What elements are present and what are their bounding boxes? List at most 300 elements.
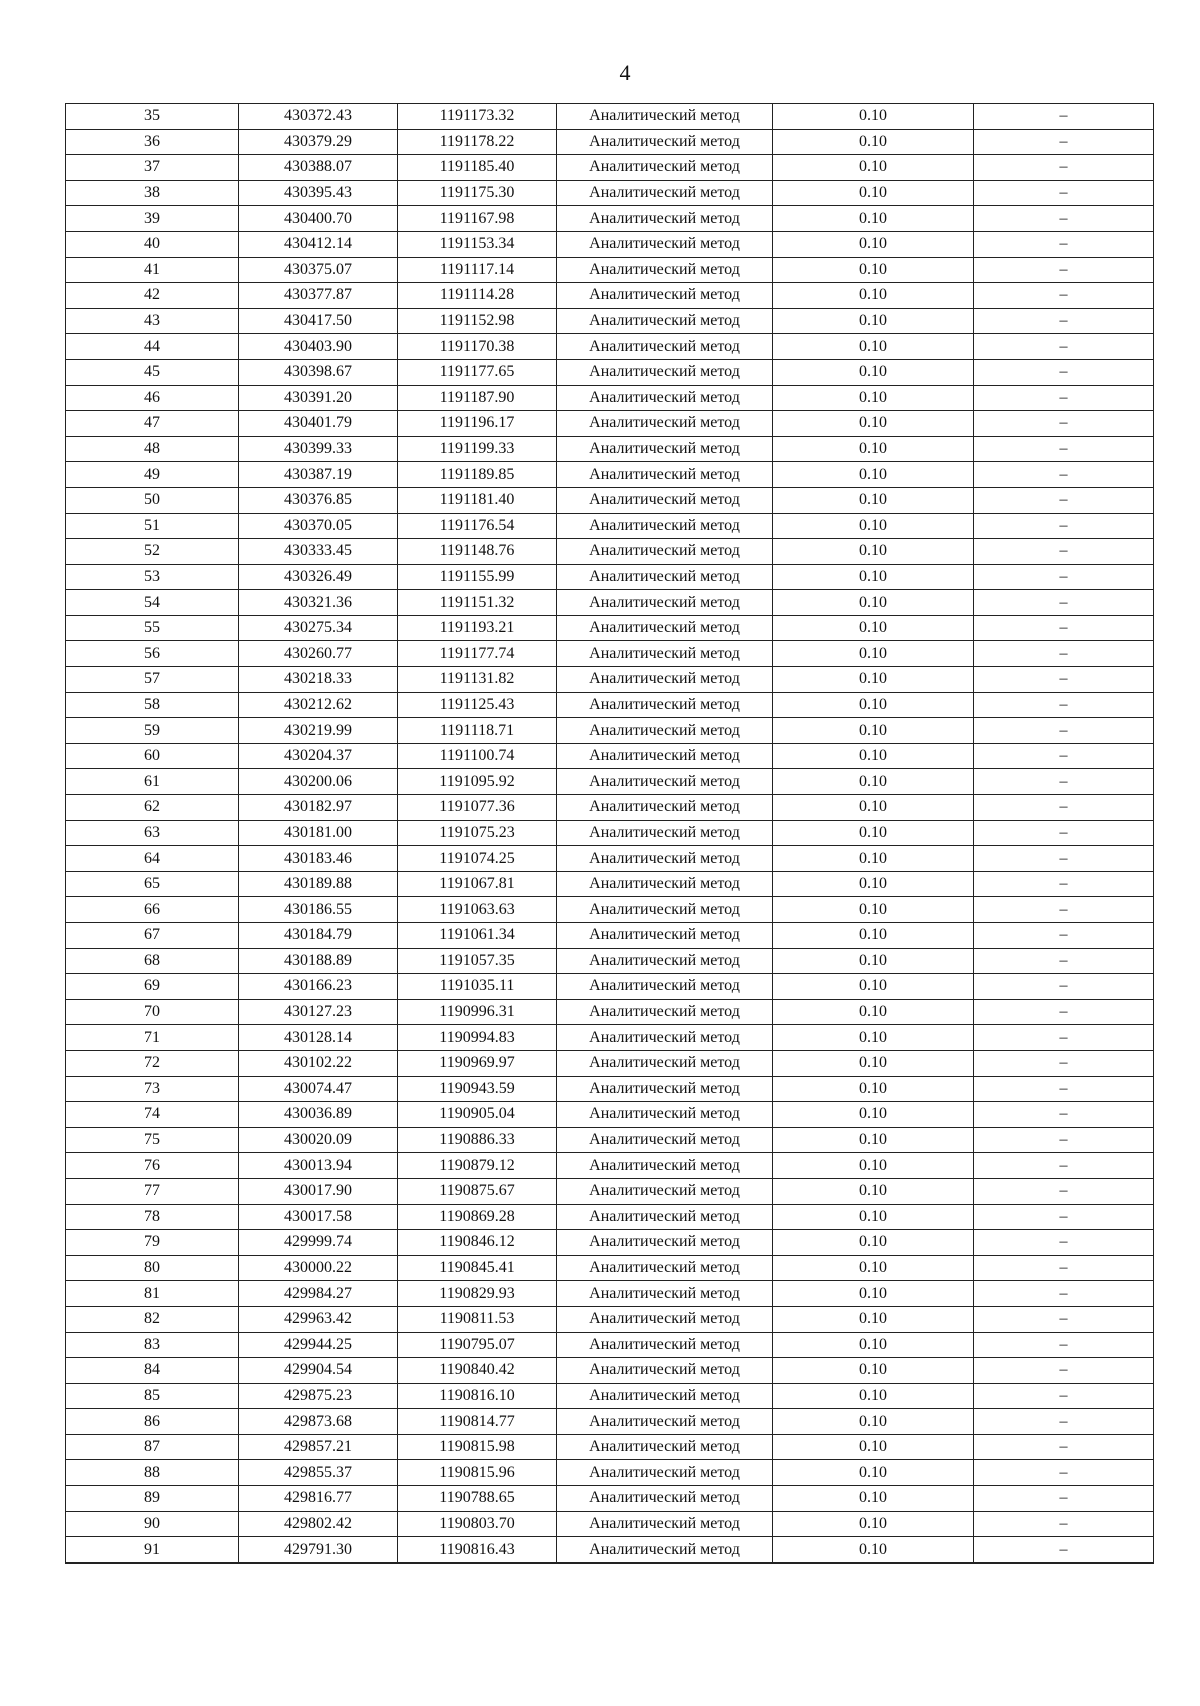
y-coordinate-cell: 1191125.43 [398, 692, 557, 718]
table-row [66, 231, 1154, 257]
table-row [66, 539, 1154, 565]
description-cell: – [974, 1255, 1154, 1281]
method-cell: Аналитический метод [557, 923, 773, 949]
description-cell: – [974, 795, 1154, 821]
method-cell: Аналитический метод [557, 283, 773, 309]
x-coordinate-cell: 430326.49 [239, 564, 398, 590]
table-row [66, 334, 1154, 360]
accuracy-cell: 0.10 [773, 1102, 974, 1128]
method-cell: Аналитический метод [557, 718, 773, 744]
table-row [66, 1409, 1154, 1435]
description-cell: – [974, 641, 1154, 667]
x-coordinate-cell: 430218.33 [239, 667, 398, 693]
table-row [66, 1306, 1154, 1332]
accuracy-cell: 0.10 [773, 206, 974, 232]
coordinates-table [65, 103, 1154, 1564]
x-coordinate-cell: 430184.79 [239, 923, 398, 949]
description-cell: – [974, 1358, 1154, 1384]
method-cell: Аналитический метод [557, 974, 773, 1000]
y-coordinate-cell: 1191057.35 [398, 948, 557, 974]
point-number-cell: 54 [66, 590, 239, 616]
x-coordinate-cell: 430017.90 [239, 1178, 398, 1204]
accuracy-cell: 0.10 [773, 948, 974, 974]
y-coordinate-cell: 1190886.33 [398, 1127, 557, 1153]
point-number-cell: 46 [66, 385, 239, 411]
method-cell: Аналитический метод [557, 897, 773, 923]
x-coordinate-cell: 430188.89 [239, 948, 398, 974]
accuracy-cell: 0.10 [773, 1025, 974, 1051]
x-coordinate-cell: 430182.97 [239, 795, 398, 821]
point-number-cell: 79 [66, 1230, 239, 1256]
table-row [66, 1358, 1154, 1384]
accuracy-cell: 0.10 [773, 487, 974, 513]
point-number-cell: 69 [66, 974, 239, 1000]
accuracy-cell: 0.10 [773, 718, 974, 744]
accuracy-cell: 0.10 [773, 667, 974, 693]
table-row [66, 718, 1154, 744]
table-row [66, 615, 1154, 641]
y-coordinate-cell: 1191061.34 [398, 923, 557, 949]
point-number-cell: 83 [66, 1332, 239, 1358]
method-cell: Аналитический метод [557, 615, 773, 641]
y-coordinate-cell: 1190846.12 [398, 1230, 557, 1256]
point-number-cell: 65 [66, 871, 239, 897]
point-number-cell: 91 [66, 1537, 239, 1563]
y-coordinate-cell: 1191185.40 [398, 155, 557, 181]
method-cell: Аналитический метод [557, 1255, 773, 1281]
table-row [66, 564, 1154, 590]
accuracy-cell: 0.10 [773, 769, 974, 795]
method-cell: Аналитический метод [557, 1460, 773, 1486]
x-coordinate-cell: 430333.45 [239, 539, 398, 565]
description-cell: – [974, 948, 1154, 974]
table-row [66, 1102, 1154, 1128]
point-number-cell: 88 [66, 1460, 239, 1486]
accuracy-cell: 0.10 [773, 1332, 974, 1358]
accuracy-cell: 0.10 [773, 897, 974, 923]
x-coordinate-cell: 430403.90 [239, 334, 398, 360]
y-coordinate-cell: 1190816.43 [398, 1537, 557, 1563]
point-number-cell: 55 [66, 615, 239, 641]
point-number-cell: 61 [66, 769, 239, 795]
point-number-cell: 70 [66, 999, 239, 1025]
accuracy-cell: 0.10 [773, 1076, 974, 1102]
y-coordinate-cell: 1191170.38 [398, 334, 557, 360]
description-cell: – [974, 1127, 1154, 1153]
y-coordinate-cell: 1190795.07 [398, 1332, 557, 1358]
table-row [66, 1332, 1154, 1358]
point-number-cell: 40 [66, 231, 239, 257]
x-coordinate-cell: 430400.70 [239, 206, 398, 232]
point-number-cell: 45 [66, 359, 239, 385]
table-row [66, 974, 1154, 1000]
table-row [66, 641, 1154, 667]
x-coordinate-cell: 430391.20 [239, 385, 398, 411]
table-row [66, 1255, 1154, 1281]
description-cell: – [974, 129, 1154, 155]
x-coordinate-cell: 430387.19 [239, 462, 398, 488]
y-coordinate-cell: 1191035.11 [398, 974, 557, 1000]
x-coordinate-cell: 429855.37 [239, 1460, 398, 1486]
x-coordinate-cell: 430212.62 [239, 692, 398, 718]
accuracy-cell: 0.10 [773, 436, 974, 462]
accuracy-cell: 0.10 [773, 513, 974, 539]
table-row [66, 283, 1154, 309]
table-row [66, 769, 1154, 795]
x-coordinate-cell: 430376.85 [239, 487, 398, 513]
description-cell: – [974, 1076, 1154, 1102]
accuracy-cell: 0.10 [773, 539, 974, 565]
table-row [66, 795, 1154, 821]
x-coordinate-cell: 429791.30 [239, 1537, 398, 1563]
y-coordinate-cell: 1190814.77 [398, 1409, 557, 1435]
description-cell: – [974, 257, 1154, 283]
accuracy-cell: 0.10 [773, 359, 974, 385]
table-row [66, 257, 1154, 283]
point-number-cell: 43 [66, 308, 239, 334]
method-cell: Аналитический метод [557, 1332, 773, 1358]
x-coordinate-cell: 429963.42 [239, 1306, 398, 1332]
description-cell: – [974, 385, 1154, 411]
accuracy-cell: 0.10 [773, 1050, 974, 1076]
method-cell: Аналитический метод [557, 1511, 773, 1537]
x-coordinate-cell: 429984.27 [239, 1281, 398, 1307]
table-row [66, 846, 1154, 872]
x-coordinate-cell: 430181.00 [239, 820, 398, 846]
description-cell: – [974, 590, 1154, 616]
point-number-cell: 60 [66, 743, 239, 769]
y-coordinate-cell: 1191177.74 [398, 641, 557, 667]
description-cell: – [974, 667, 1154, 693]
method-cell: Аналитический метод [557, 641, 773, 667]
method-cell: Аналитический метод [557, 795, 773, 821]
point-number-cell: 39 [66, 206, 239, 232]
y-coordinate-cell: 1191181.40 [398, 487, 557, 513]
point-number-cell: 47 [66, 411, 239, 437]
accuracy-cell: 0.10 [773, 1434, 974, 1460]
table-row [66, 1025, 1154, 1051]
x-coordinate-cell: 430379.29 [239, 129, 398, 155]
point-number-cell: 75 [66, 1127, 239, 1153]
description-cell: – [974, 1178, 1154, 1204]
y-coordinate-cell: 1191178.22 [398, 129, 557, 155]
accuracy-cell: 0.10 [773, 334, 974, 360]
point-number-cell: 64 [66, 846, 239, 872]
point-number-cell: 76 [66, 1153, 239, 1179]
x-coordinate-cell: 430127.23 [239, 999, 398, 1025]
method-cell: Аналитический метод [557, 564, 773, 590]
point-number-cell: 52 [66, 539, 239, 565]
y-coordinate-cell: 1190994.83 [398, 1025, 557, 1051]
point-number-cell: 67 [66, 923, 239, 949]
description-cell: – [974, 1486, 1154, 1512]
y-coordinate-cell: 1191095.92 [398, 769, 557, 795]
table-row [66, 590, 1154, 616]
y-coordinate-cell: 1191131.82 [398, 667, 557, 693]
table-row [66, 411, 1154, 437]
description-cell: – [974, 1511, 1154, 1537]
point-number-cell: 86 [66, 1409, 239, 1435]
accuracy-cell: 0.10 [773, 1511, 974, 1537]
point-number-cell: 38 [66, 180, 239, 206]
y-coordinate-cell: 1190879.12 [398, 1153, 557, 1179]
method-cell: Аналитический метод [557, 1050, 773, 1076]
method-cell: Аналитический метод [557, 206, 773, 232]
y-coordinate-cell: 1190816.10 [398, 1383, 557, 1409]
y-coordinate-cell: 1191177.65 [398, 359, 557, 385]
accuracy-cell: 0.10 [773, 1460, 974, 1486]
description-cell: – [974, 283, 1154, 309]
y-coordinate-cell: 1191151.32 [398, 590, 557, 616]
accuracy-cell: 0.10 [773, 923, 974, 949]
point-number-cell: 59 [66, 718, 239, 744]
table-row [66, 743, 1154, 769]
table-row [66, 436, 1154, 462]
x-coordinate-cell: 430370.05 [239, 513, 398, 539]
y-coordinate-cell: 1190905.04 [398, 1102, 557, 1128]
method-cell: Аналитический метод [557, 590, 773, 616]
point-number-cell: 84 [66, 1358, 239, 1384]
y-coordinate-cell: 1191074.25 [398, 846, 557, 872]
y-coordinate-cell: 1191077.36 [398, 795, 557, 821]
description-cell: – [974, 974, 1154, 1000]
method-cell: Аналитический метод [557, 1230, 773, 1256]
description-cell: – [974, 1383, 1154, 1409]
point-number-cell: 57 [66, 667, 239, 693]
y-coordinate-cell: 1191118.71 [398, 718, 557, 744]
point-number-cell: 51 [66, 513, 239, 539]
method-cell: Аналитический метод [557, 1409, 773, 1435]
accuracy-cell: 0.10 [773, 1537, 974, 1563]
description-cell: – [974, 539, 1154, 565]
method-cell: Аналитический метод [557, 871, 773, 897]
point-number-cell: 78 [66, 1204, 239, 1230]
accuracy-cell: 0.10 [773, 795, 974, 821]
description-cell: – [974, 513, 1154, 539]
point-number-cell: 37 [66, 155, 239, 181]
description-cell: – [974, 846, 1154, 872]
table-row [66, 1460, 1154, 1486]
y-coordinate-cell: 1190996.31 [398, 999, 557, 1025]
description-cell: – [974, 436, 1154, 462]
x-coordinate-cell: 430412.14 [239, 231, 398, 257]
method-cell: Аналитический метод [557, 462, 773, 488]
description-cell: – [974, 820, 1154, 846]
table-row [66, 871, 1154, 897]
accuracy-cell: 0.10 [773, 1358, 974, 1384]
point-number-cell: 72 [66, 1050, 239, 1076]
table-row [66, 308, 1154, 334]
x-coordinate-cell: 430017.58 [239, 1204, 398, 1230]
description-cell: – [974, 155, 1154, 181]
table-row [66, 1153, 1154, 1179]
point-number-cell: 66 [66, 897, 239, 923]
accuracy-cell: 0.10 [773, 104, 974, 130]
method-cell: Аналитический метод [557, 1102, 773, 1128]
x-coordinate-cell: 429999.74 [239, 1230, 398, 1256]
method-cell: Аналитический метод [557, 1025, 773, 1051]
point-number-cell: 85 [66, 1383, 239, 1409]
accuracy-cell: 0.10 [773, 871, 974, 897]
y-coordinate-cell: 1191117.14 [398, 257, 557, 283]
description-cell: – [974, 692, 1154, 718]
accuracy-cell: 0.10 [773, 1230, 974, 1256]
x-coordinate-cell: 430275.34 [239, 615, 398, 641]
x-coordinate-cell: 430375.07 [239, 257, 398, 283]
table-row [66, 820, 1154, 846]
accuracy-cell: 0.10 [773, 692, 974, 718]
description-cell: – [974, 999, 1154, 1025]
accuracy-cell: 0.10 [773, 590, 974, 616]
table-row [66, 1434, 1154, 1460]
accuracy-cell: 0.10 [773, 155, 974, 181]
table-row [66, 1204, 1154, 1230]
y-coordinate-cell: 1190815.96 [398, 1460, 557, 1486]
point-number-cell: 90 [66, 1511, 239, 1537]
accuracy-cell: 0.10 [773, 820, 974, 846]
x-coordinate-cell: 430183.46 [239, 846, 398, 872]
method-cell: Аналитический метод [557, 1178, 773, 1204]
accuracy-cell: 0.10 [773, 615, 974, 641]
description-cell: – [974, 871, 1154, 897]
description-cell: – [974, 308, 1154, 334]
y-coordinate-cell: 1191175.30 [398, 180, 557, 206]
method-cell: Аналитический метод [557, 1127, 773, 1153]
accuracy-cell: 0.10 [773, 1306, 974, 1332]
point-number-cell: 63 [66, 820, 239, 846]
method-cell: Аналитический метод [557, 1434, 773, 1460]
x-coordinate-cell: 430372.43 [239, 104, 398, 130]
method-cell: Аналитический метод [557, 1383, 773, 1409]
method-cell: Аналитический метод [557, 359, 773, 385]
x-coordinate-cell: 430020.09 [239, 1127, 398, 1153]
point-number-cell: 81 [66, 1281, 239, 1307]
accuracy-cell: 0.10 [773, 564, 974, 590]
table-row [66, 206, 1154, 232]
point-number-cell: 89 [66, 1486, 239, 1512]
point-number-cell: 82 [66, 1306, 239, 1332]
x-coordinate-cell: 430417.50 [239, 308, 398, 334]
accuracy-cell: 0.10 [773, 385, 974, 411]
table-row [66, 487, 1154, 513]
table-row [66, 667, 1154, 693]
x-coordinate-cell: 430398.67 [239, 359, 398, 385]
x-coordinate-cell: 429875.23 [239, 1383, 398, 1409]
x-coordinate-cell: 430388.07 [239, 155, 398, 181]
accuracy-cell: 0.10 [773, 1153, 974, 1179]
y-coordinate-cell: 1190869.28 [398, 1204, 557, 1230]
x-coordinate-cell: 430377.87 [239, 283, 398, 309]
x-coordinate-cell: 430013.94 [239, 1153, 398, 1179]
method-cell: Аналитический метод [557, 1486, 773, 1512]
table-row [66, 385, 1154, 411]
point-number-cell: 71 [66, 1025, 239, 1051]
table-row [66, 155, 1154, 181]
method-cell: Аналитический метод [557, 385, 773, 411]
description-cell: – [974, 462, 1154, 488]
method-cell: Аналитический метод [557, 743, 773, 769]
x-coordinate-cell: 430200.06 [239, 769, 398, 795]
accuracy-cell: 0.10 [773, 1204, 974, 1230]
description-cell: – [974, 1153, 1154, 1179]
y-coordinate-cell: 1190788.65 [398, 1486, 557, 1512]
accuracy-cell: 0.10 [773, 974, 974, 1000]
x-coordinate-cell: 430186.55 [239, 897, 398, 923]
table-row [66, 1076, 1154, 1102]
point-number-cell: 80 [66, 1255, 239, 1281]
x-coordinate-cell: 429944.25 [239, 1332, 398, 1358]
method-cell: Аналитический метод [557, 999, 773, 1025]
y-coordinate-cell: 1190845.41 [398, 1255, 557, 1281]
method-cell: Аналитический метод [557, 1306, 773, 1332]
y-coordinate-cell: 1191196.17 [398, 411, 557, 437]
y-coordinate-cell: 1191193.21 [398, 615, 557, 641]
method-cell: Аналитический метод [557, 948, 773, 974]
accuracy-cell: 0.10 [773, 283, 974, 309]
y-coordinate-cell: 1191155.99 [398, 564, 557, 590]
x-coordinate-cell: 429802.42 [239, 1511, 398, 1537]
accuracy-cell: 0.10 [773, 462, 974, 488]
y-coordinate-cell: 1191199.33 [398, 436, 557, 462]
point-number-cell: 44 [66, 334, 239, 360]
y-coordinate-cell: 1191187.90 [398, 385, 557, 411]
method-cell: Аналитический метод [557, 180, 773, 206]
point-number-cell: 58 [66, 692, 239, 718]
description-cell: – [974, 1050, 1154, 1076]
point-number-cell: 35 [66, 104, 239, 130]
point-number-cell: 53 [66, 564, 239, 590]
accuracy-cell: 0.10 [773, 257, 974, 283]
description-cell: – [974, 615, 1154, 641]
description-cell: – [974, 1332, 1154, 1358]
description-cell: – [974, 104, 1154, 130]
method-cell: Аналитический метод [557, 1358, 773, 1384]
y-coordinate-cell: 1191148.76 [398, 539, 557, 565]
table-row [66, 359, 1154, 385]
point-number-cell: 74 [66, 1102, 239, 1128]
description-cell: – [974, 1537, 1154, 1563]
description-cell: – [974, 1409, 1154, 1435]
y-coordinate-cell: 1191173.32 [398, 104, 557, 130]
method-cell: Аналитический метод [557, 411, 773, 437]
point-number-cell: 56 [66, 641, 239, 667]
x-coordinate-cell: 429904.54 [239, 1358, 398, 1384]
method-cell: Аналитический метод [557, 334, 773, 360]
method-cell: Аналитический метод [557, 769, 773, 795]
table-row [66, 1178, 1154, 1204]
method-cell: Аналитический метод [557, 129, 773, 155]
y-coordinate-cell: 1191167.98 [398, 206, 557, 232]
table-row [66, 1511, 1154, 1537]
description-cell: – [974, 564, 1154, 590]
method-cell: Аналитический метод [557, 231, 773, 257]
x-coordinate-cell: 430074.47 [239, 1076, 398, 1102]
accuracy-cell: 0.10 [773, 411, 974, 437]
y-coordinate-cell: 1190815.98 [398, 1434, 557, 1460]
point-number-cell: 48 [66, 436, 239, 462]
accuracy-cell: 0.10 [773, 1409, 974, 1435]
y-coordinate-cell: 1190811.53 [398, 1306, 557, 1332]
method-cell: Аналитический метод [557, 846, 773, 872]
x-coordinate-cell: 430219.99 [239, 718, 398, 744]
description-cell: – [974, 718, 1154, 744]
table-row [66, 180, 1154, 206]
y-coordinate-cell: 1190875.67 [398, 1178, 557, 1204]
accuracy-cell: 0.10 [773, 846, 974, 872]
accuracy-cell: 0.10 [773, 308, 974, 334]
method-cell: Аналитический метод [557, 104, 773, 130]
accuracy-cell: 0.10 [773, 1383, 974, 1409]
